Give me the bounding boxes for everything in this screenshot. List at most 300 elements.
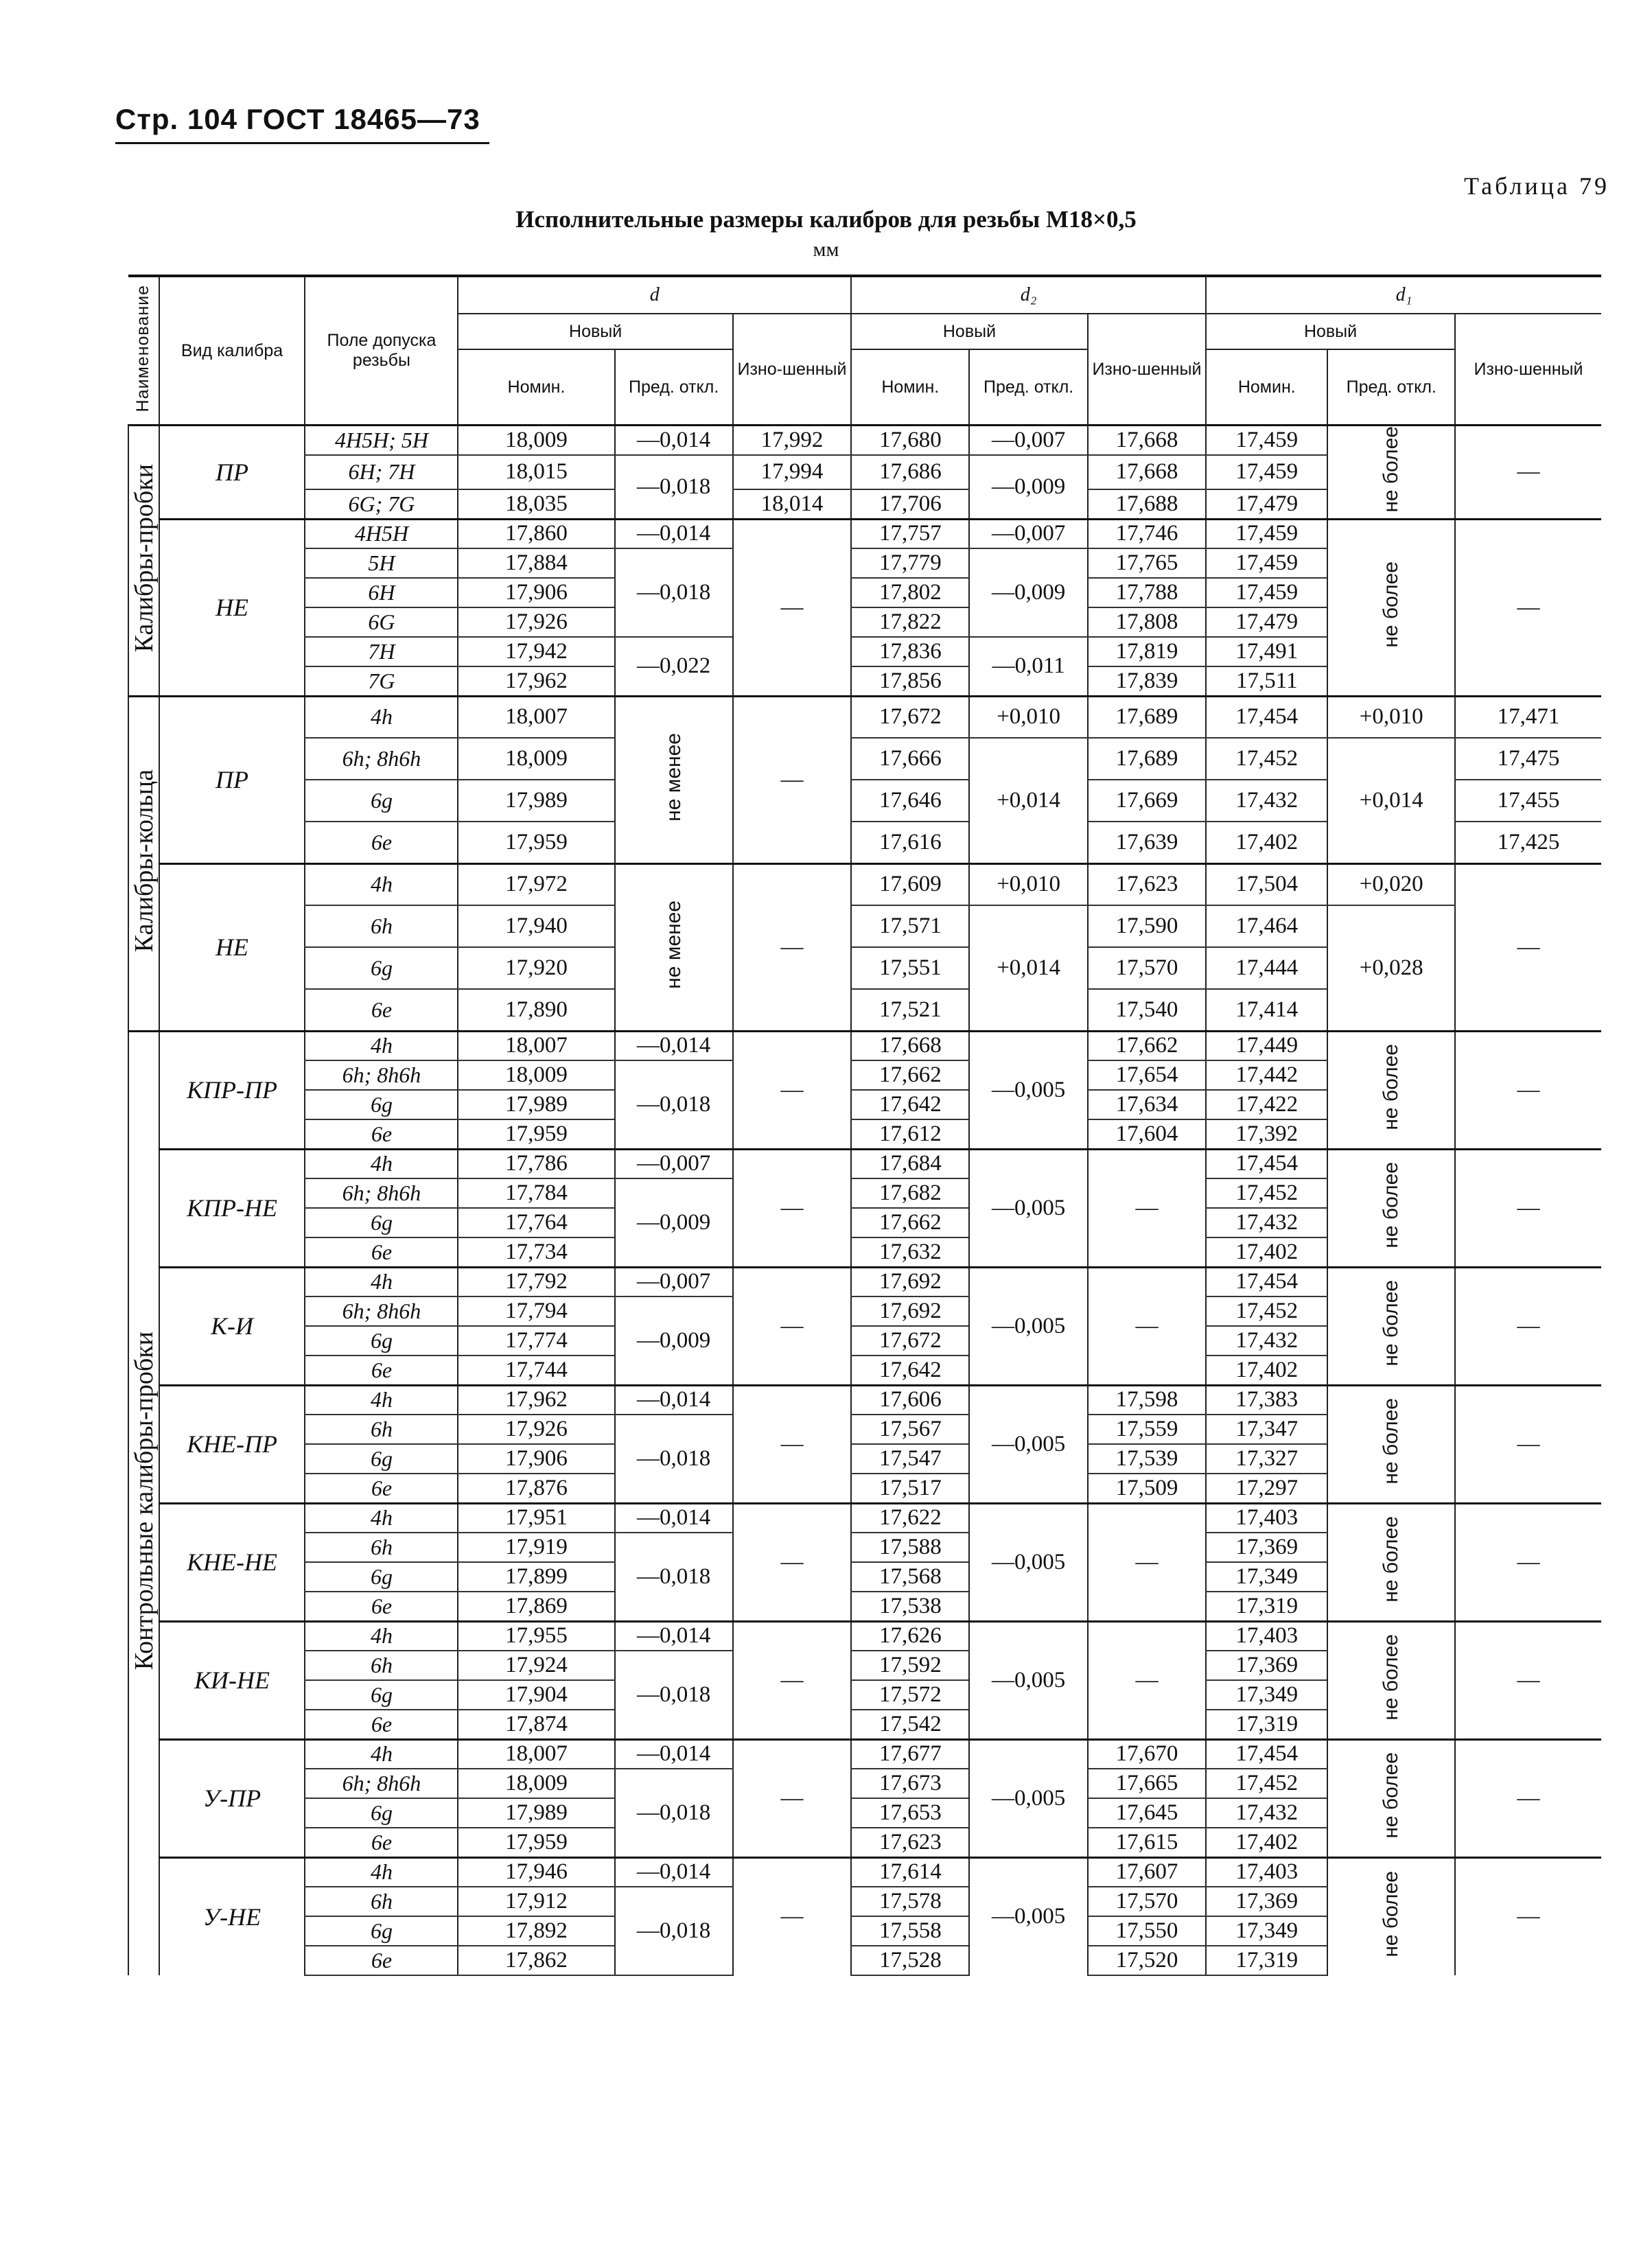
tolerance-field: 6e bbox=[305, 1474, 458, 1503]
tolerance-field: 6g bbox=[305, 1916, 458, 1946]
dash-cell: — bbox=[1455, 1621, 1601, 1739]
d-deviation: —0,007 bbox=[615, 1149, 733, 1178]
tolerance-field: 6e bbox=[305, 822, 458, 863]
d-nominal: 17,919 bbox=[458, 1533, 614, 1562]
d1-nominal: 17,444 bbox=[1206, 947, 1327, 989]
d-nominal: 17,959 bbox=[458, 822, 614, 863]
d2-nominal: 17,822 bbox=[851, 607, 969, 637]
d2-worn: 17,788 bbox=[1088, 578, 1206, 607]
d-nominal: 18,009 bbox=[458, 1060, 614, 1090]
d-nominal: 17,869 bbox=[458, 1592, 614, 1621]
d2-worn: 17,670 bbox=[1088, 1739, 1206, 1769]
page-number: Стр. 104 bbox=[115, 103, 237, 135]
d1-nominal: 17,403 bbox=[1206, 1621, 1327, 1651]
d-worn: 17,994 bbox=[733, 455, 851, 490]
d1-nominal: 17,319 bbox=[1206, 1946, 1327, 1975]
d2-worn: 17,570 bbox=[1088, 947, 1206, 989]
d1-nominal: 17,402 bbox=[1206, 1828, 1327, 1857]
d-nominal: 17,862 bbox=[458, 1946, 614, 1975]
table-row bbox=[128, 1857, 1601, 1887]
note-ne-bolee bbox=[1327, 1503, 1455, 1621]
d1-nominal: 17,452 bbox=[1206, 1178, 1327, 1208]
d1-nominal: 17,297 bbox=[1206, 1474, 1327, 1503]
tolerance-field: 6h; 8h6h bbox=[305, 1296, 458, 1326]
d-nominal: 17,792 bbox=[458, 1267, 614, 1296]
tolerance-field: 7H bbox=[305, 637, 458, 666]
note-ne-bolee bbox=[1327, 1267, 1455, 1385]
d2-worn: 17,669 bbox=[1088, 780, 1206, 822]
d1-deviation: +0,014 bbox=[1327, 738, 1455, 863]
d2-worn-dash: — bbox=[1088, 1267, 1206, 1385]
d2-nominal: 17,779 bbox=[851, 548, 969, 578]
d2-worn: 17,550 bbox=[1088, 1916, 1206, 1946]
d-nominal: 17,876 bbox=[458, 1474, 614, 1503]
d1-nominal: 17,432 bbox=[1206, 780, 1327, 822]
d1-pred-header: Пред. откл. bbox=[1327, 349, 1455, 426]
d1-nominal: 17,454 bbox=[1206, 696, 1327, 738]
d2-nominal: 17,684 bbox=[851, 1149, 969, 1178]
d1-nominal: 17,403 bbox=[1206, 1503, 1327, 1533]
d-deviation: —0,018 bbox=[615, 1533, 733, 1621]
group-label-kontrol-text: Контрольные калибры-пробки bbox=[130, 1331, 159, 1671]
d2-worn: 17,540 bbox=[1088, 989, 1206, 1031]
note-ne-bolee bbox=[1327, 1149, 1455, 1267]
d2-worn-dash: — bbox=[1088, 1149, 1206, 1267]
d2-nominal: 17,682 bbox=[851, 1178, 969, 1208]
d1-nominal: 17,403 bbox=[1206, 1857, 1327, 1887]
d1-nominal: 17,442 bbox=[1206, 1060, 1327, 1090]
d1-nominal: 17,452 bbox=[1206, 738, 1327, 780]
d2-nominal: 17,836 bbox=[851, 637, 969, 666]
d2-nominal: 17,856 bbox=[851, 666, 969, 696]
note-ne-bolee bbox=[1327, 1031, 1455, 1149]
d-nominal: 18,009 bbox=[458, 738, 614, 780]
d2-nominal: 17,642 bbox=[851, 1356, 969, 1385]
d1-nominal: 17,452 bbox=[1206, 1769, 1327, 1798]
d1-nominal: 17,347 bbox=[1206, 1415, 1327, 1444]
d1-nominal: 17,349 bbox=[1206, 1562, 1327, 1592]
tolerance-field: 4h bbox=[305, 1503, 458, 1533]
d1-nominal: 17,459 bbox=[1206, 426, 1327, 455]
d2-nominal: 17,692 bbox=[851, 1267, 969, 1296]
table-row bbox=[128, 863, 1601, 905]
tolerance-field: 6h; 8h6h bbox=[305, 1060, 458, 1090]
note-ne-bolee bbox=[1327, 1739, 1455, 1857]
d2-nominal: 17,517 bbox=[851, 1474, 969, 1503]
gauge-type: НЕ bbox=[159, 863, 305, 1031]
pole-header: Поле допуска резьбы bbox=[305, 276, 458, 426]
note-ne-bolee-text: не более bbox=[1380, 1516, 1403, 1603]
table-row bbox=[128, 905, 1601, 947]
tolerance-field: 6H bbox=[305, 578, 458, 607]
d2-nominal: 17,568 bbox=[851, 1562, 969, 1592]
d2-nominal: 17,662 bbox=[851, 1208, 969, 1237]
d1-worn: 17,455 bbox=[1455, 780, 1601, 822]
table-title: Исполнительные размеры калибров для резьбы М18×0,5 bbox=[515, 206, 1137, 233]
dash-cell: — bbox=[1455, 1267, 1601, 1385]
d-deviation: —0,022 bbox=[615, 637, 733, 696]
d2-new-header: Новый bbox=[851, 314, 1088, 349]
d2-nominal: 17,558 bbox=[851, 1916, 969, 1946]
d-nominal: 17,904 bbox=[458, 1680, 614, 1710]
table-head bbox=[128, 276, 1601, 426]
d-nominal: 17,989 bbox=[458, 1798, 614, 1828]
d2-nominal: 17,588 bbox=[851, 1533, 969, 1562]
d-nominal: 17,959 bbox=[458, 1119, 614, 1149]
d1-nom-header: Номин. bbox=[1206, 349, 1327, 426]
d-worn-dash: — bbox=[733, 1267, 851, 1385]
d1-worn-header: Изно-шенный bbox=[1455, 314, 1601, 426]
d-deviation: —0,014 bbox=[615, 519, 733, 548]
tolerance-field: 4h bbox=[305, 1031, 458, 1060]
note-ne-bolee-text: не более bbox=[1380, 1398, 1403, 1485]
d2-deviation: —0,011 bbox=[969, 637, 1087, 696]
d2-worn: 17,559 bbox=[1088, 1415, 1206, 1444]
d2-nominal: 17,538 bbox=[851, 1592, 969, 1621]
d-nominal: 17,920 bbox=[458, 947, 614, 989]
gauge-type: КПР-ПР bbox=[159, 1031, 305, 1149]
d-nominal: 17,899 bbox=[458, 1562, 614, 1592]
table-row bbox=[128, 1385, 1601, 1415]
tolerance-field: 4h bbox=[305, 696, 458, 738]
tolerance-field: 7G bbox=[305, 666, 458, 696]
d2-worn: 17,590 bbox=[1088, 905, 1206, 947]
d-deviation: —0,009 bbox=[615, 1296, 733, 1385]
tolerance-field: 6e bbox=[305, 1119, 458, 1149]
d1-nominal: 17,383 bbox=[1206, 1385, 1327, 1415]
d1-nominal: 17,459 bbox=[1206, 548, 1327, 578]
d2-nominal: 17,542 bbox=[851, 1710, 969, 1739]
d2-nominal: 17,528 bbox=[851, 1946, 969, 1975]
d-deviation: —0,014 bbox=[615, 1621, 733, 1651]
d-nominal: 17,924 bbox=[458, 1651, 614, 1680]
d1-nominal: 17,414 bbox=[1206, 989, 1327, 1031]
tolerance-field: 6h bbox=[305, 1533, 458, 1562]
d2-deviation: —0,005 bbox=[969, 1621, 1087, 1739]
d1-nominal: 17,327 bbox=[1206, 1444, 1327, 1474]
tolerance-field: 6e bbox=[305, 1356, 458, 1385]
tolerance-field: 6g bbox=[305, 1680, 458, 1710]
d-deviation: —0,014 bbox=[615, 1857, 733, 1887]
table-row bbox=[128, 1739, 1601, 1769]
d2-worn-header: Изно-шенный bbox=[1088, 314, 1206, 426]
d1-nominal: 17,422 bbox=[1206, 1090, 1327, 1119]
d2-worn: 17,639 bbox=[1088, 822, 1206, 863]
d2-nominal: 17,672 bbox=[851, 696, 969, 738]
table-number: Таблица 79 bbox=[1464, 172, 1609, 200]
d-nominal: 17,892 bbox=[458, 1916, 614, 1946]
d2-nominal: 17,757 bbox=[851, 519, 969, 548]
d2-worn: 17,839 bbox=[1088, 666, 1206, 696]
d1-deviation: +0,020 bbox=[1327, 863, 1455, 905]
tolerance-field: 4h bbox=[305, 863, 458, 905]
d1-nominal: 17,504 bbox=[1206, 863, 1327, 905]
d-worn-dash: — bbox=[733, 863, 851, 1031]
d-nominal: 17,946 bbox=[458, 1857, 614, 1887]
d-deviation: —0,018 bbox=[615, 1769, 733, 1857]
d-nominal: 17,884 bbox=[458, 548, 614, 578]
d2-nominal: 17,616 bbox=[851, 822, 969, 863]
d-deviation: —0,018 bbox=[615, 455, 733, 520]
d-worn-header: Изно-шенный bbox=[733, 314, 851, 426]
tolerance-field: 6e bbox=[305, 989, 458, 1031]
d2-deviation: +0,014 bbox=[969, 738, 1087, 863]
d-nominal: 18,009 bbox=[458, 1769, 614, 1798]
group-label-probki bbox=[128, 426, 159, 697]
d2-nominal: 17,666 bbox=[851, 738, 969, 780]
vid-header: Вид калибра bbox=[159, 276, 305, 426]
table-row bbox=[128, 1031, 1601, 1060]
tolerance-field: 6h; 8h6h bbox=[305, 1769, 458, 1798]
tolerance-field: 6g bbox=[305, 1090, 458, 1119]
note-ne-bolee-text: не более bbox=[1380, 1280, 1403, 1367]
d2-worn: 17,665 bbox=[1088, 1769, 1206, 1798]
d-nominal: 17,874 bbox=[458, 1710, 614, 1739]
d-nominal: 17,951 bbox=[458, 1503, 614, 1533]
tolerance-field: 6g bbox=[305, 780, 458, 822]
gauge-type: ПР bbox=[159, 426, 305, 520]
d2-worn: 17,808 bbox=[1088, 607, 1206, 637]
tolerance-field: 6h; 8h6h bbox=[305, 1178, 458, 1208]
tolerance-field: 4H5H; 5H bbox=[305, 426, 458, 455]
d2-pred-header: Пред. откл. bbox=[969, 349, 1087, 426]
d2-header: d₂ bbox=[851, 276, 1206, 314]
d-deviation: —0,018 bbox=[615, 1415, 733, 1503]
d1-deviation: +0,028 bbox=[1327, 905, 1455, 1031]
d2-deviation: +0,010 bbox=[969, 863, 1087, 905]
tolerance-field: 6h bbox=[305, 905, 458, 947]
d2-nominal: 17,626 bbox=[851, 1621, 969, 1651]
d-pred-header: Пред. откл. bbox=[615, 349, 733, 426]
d-nominal: 17,972 bbox=[458, 863, 614, 905]
d-nominal: 17,942 bbox=[458, 637, 614, 666]
d1-nominal: 17,392 bbox=[1206, 1119, 1327, 1149]
d1-new-header: Новый bbox=[1206, 314, 1455, 349]
d2-worn: 17,654 bbox=[1088, 1060, 1206, 1090]
d1-nominal: 17,432 bbox=[1206, 1208, 1327, 1237]
group-label-koltsa-text: Калибры-кольца bbox=[130, 769, 159, 953]
d-deviation: —0,009 bbox=[615, 1178, 733, 1267]
table-row bbox=[128, 519, 1601, 548]
d-nom-header: Номин. bbox=[458, 349, 614, 426]
d2-deviation: —0,005 bbox=[969, 1503, 1087, 1621]
tolerance-field: 4h bbox=[305, 1385, 458, 1415]
d-nominal: 17,989 bbox=[458, 780, 614, 822]
d-nominal: 17,786 bbox=[458, 1149, 614, 1178]
d1-nominal: 17,402 bbox=[1206, 822, 1327, 863]
tolerance-field: 6g bbox=[305, 947, 458, 989]
note-ne-bolee-text: не более bbox=[1380, 426, 1403, 513]
gauge-type: КНЕ-ПР bbox=[159, 1385, 305, 1503]
d-nominal: 17,774 bbox=[458, 1326, 614, 1356]
d-nominal: 17,784 bbox=[458, 1178, 614, 1208]
d2-deviation: —0,005 bbox=[969, 1031, 1087, 1149]
d1-nominal: 17,454 bbox=[1206, 1267, 1327, 1296]
d-nominal: 17,794 bbox=[458, 1296, 614, 1326]
d1-nominal: 17,349 bbox=[1206, 1916, 1327, 1946]
gauge-type: КНЕ-НЕ bbox=[159, 1503, 305, 1621]
tolerance-field: 6G bbox=[305, 607, 458, 637]
d2-deviation: —0,005 bbox=[969, 1267, 1087, 1385]
d2-worn: 17,765 bbox=[1088, 548, 1206, 578]
gauge-table bbox=[128, 275, 1601, 1976]
d2-worn: 17,509 bbox=[1088, 1474, 1206, 1503]
dash-cell: — bbox=[1455, 1503, 1601, 1621]
d-nominal: 18,007 bbox=[458, 1739, 614, 1769]
d1-nominal: 17,511 bbox=[1206, 666, 1327, 696]
d-nominal: 17,906 bbox=[458, 1444, 614, 1474]
d2-nominal: 17,802 bbox=[851, 578, 969, 607]
d1-nominal: 17,459 bbox=[1206, 578, 1327, 607]
note-ne-bolee-text: не более bbox=[1380, 561, 1403, 648]
d2-worn: 17,634 bbox=[1088, 1090, 1206, 1119]
d1-nominal: 17,402 bbox=[1206, 1237, 1327, 1267]
d1-nominal: 17,402 bbox=[1206, 1356, 1327, 1385]
d2-worn: 17,688 bbox=[1088, 489, 1206, 519]
d-deviation: —0,014 bbox=[615, 1503, 733, 1533]
d2-deviation: —0,007 bbox=[969, 426, 1087, 455]
d-nominal: 17,912 bbox=[458, 1887, 614, 1916]
d-nominal: 17,744 bbox=[458, 1356, 614, 1385]
d1-worn: 17,475 bbox=[1455, 738, 1601, 780]
dash-cell: — bbox=[1455, 426, 1601, 520]
d1-nominal: 17,432 bbox=[1206, 1326, 1327, 1356]
d-deviation: —0,007 bbox=[615, 1267, 733, 1296]
d-nominal: 17,959 bbox=[458, 1828, 614, 1857]
d1-worn: 17,471 bbox=[1455, 696, 1601, 738]
d-worn-dash: — bbox=[733, 1857, 851, 1975]
d-new-header: Новый bbox=[458, 314, 732, 349]
d-nominal: 18,009 bbox=[458, 426, 614, 455]
d2-nom-header: Номин. bbox=[851, 349, 969, 426]
d2-nominal: 17,606 bbox=[851, 1385, 969, 1415]
d1-nominal: 17,432 bbox=[1206, 1798, 1327, 1828]
d2-worn: 17,604 bbox=[1088, 1119, 1206, 1149]
d1-nominal: 17,369 bbox=[1206, 1651, 1327, 1680]
tolerance-field: 4H5H bbox=[305, 519, 458, 548]
d-worn-dash: — bbox=[733, 1149, 851, 1267]
d2-worn: 17,615 bbox=[1088, 1828, 1206, 1857]
d2-deviation: —0,005 bbox=[969, 1385, 1087, 1503]
note-ne-bolee bbox=[1327, 1857, 1455, 1975]
d2-nominal: 17,612 bbox=[851, 1119, 969, 1149]
d2-deviation: —0,009 bbox=[969, 548, 1087, 637]
d-nominal: 17,860 bbox=[458, 519, 614, 548]
d1-nominal: 17,491 bbox=[1206, 637, 1327, 666]
tolerance-field: 5H bbox=[305, 548, 458, 578]
d1-nominal: 17,454 bbox=[1206, 1739, 1327, 1769]
note-ne-bolee-text: не более bbox=[1380, 1044, 1403, 1130]
page-header bbox=[115, 103, 480, 136]
d-worn-dash: — bbox=[733, 1031, 851, 1149]
d2-nominal: 17,567 bbox=[851, 1415, 969, 1444]
d2-nominal: 17,673 bbox=[851, 1769, 969, 1798]
d2-nominal: 17,609 bbox=[851, 863, 969, 905]
d2-nominal: 17,547 bbox=[851, 1444, 969, 1474]
table-row bbox=[128, 426, 1601, 455]
d-header: d bbox=[458, 276, 851, 314]
table-row bbox=[128, 1503, 1601, 1533]
d-deviation: —0,018 bbox=[615, 548, 733, 637]
d2-nominal: 17,672 bbox=[851, 1326, 969, 1356]
gauge-type: КПР-НЕ bbox=[159, 1149, 305, 1267]
d-deviation: —0,014 bbox=[615, 1385, 733, 1415]
d2-nominal: 17,668 bbox=[851, 1031, 969, 1060]
d2-nominal: 17,614 bbox=[851, 1857, 969, 1887]
d-worn-dash: — bbox=[733, 1385, 851, 1503]
d-nominal: 17,926 bbox=[458, 607, 614, 637]
d2-nominal: 17,646 bbox=[851, 780, 969, 822]
d1-header: d₁ bbox=[1206, 276, 1601, 314]
note-ne-bolee-text: не более bbox=[1380, 1162, 1403, 1248]
table-row bbox=[128, 1621, 1601, 1651]
note-ne-bolee bbox=[1327, 1621, 1455, 1739]
dash-cell: — bbox=[1455, 519, 1601, 696]
d-worn: 17,992 bbox=[733, 426, 851, 455]
d2-worn: 17,623 bbox=[1088, 863, 1206, 905]
note-ne-bolee-text: не более bbox=[1380, 1634, 1403, 1721]
d2-worn: 17,607 bbox=[1088, 1857, 1206, 1887]
d2-deviation: —0,007 bbox=[969, 519, 1087, 548]
d1-worn-dash: — bbox=[1455, 863, 1601, 1031]
tolerance-field: 6H; 7H bbox=[305, 455, 458, 490]
d2-nominal: 17,572 bbox=[851, 1680, 969, 1710]
d2-worn: 17,539 bbox=[1088, 1444, 1206, 1474]
d2-worn: 17,598 bbox=[1088, 1385, 1206, 1415]
d-deviation: —0,018 bbox=[615, 1887, 733, 1975]
gauge-type: КИ-НЕ bbox=[159, 1621, 305, 1739]
note-ne-bolee bbox=[1327, 519, 1455, 696]
d1-deviation: +0,010 bbox=[1327, 696, 1455, 738]
d-deviation: —0,018 bbox=[615, 1060, 733, 1149]
tolerance-field: 4h bbox=[305, 1739, 458, 1769]
note-ne-bolee bbox=[1327, 1385, 1455, 1503]
tolerance-field: 4h bbox=[305, 1857, 458, 1887]
d-nominal: 18,015 bbox=[458, 455, 614, 490]
d2-worn: 17,520 bbox=[1088, 1946, 1206, 1975]
tolerance-field: 6h bbox=[305, 1651, 458, 1680]
d2-nominal: 17,578 bbox=[851, 1887, 969, 1916]
d2-nominal: 17,706 bbox=[851, 489, 969, 519]
d-worn-dash: — bbox=[733, 1739, 851, 1857]
standard-number: ГОСТ 18465—73 bbox=[246, 103, 480, 135]
d1-nominal: 17,464 bbox=[1206, 905, 1327, 947]
d2-nominal: 17,642 bbox=[851, 1090, 969, 1119]
d2-worn: 17,689 bbox=[1088, 738, 1206, 780]
table-units: мм bbox=[813, 238, 839, 261]
d2-deviation: —0,005 bbox=[969, 1149, 1087, 1267]
d2-nominal: 17,571 bbox=[851, 905, 969, 947]
table-body bbox=[128, 426, 1601, 1976]
gauge-type: НЕ bbox=[159, 519, 305, 696]
d-nominal: 17,989 bbox=[458, 1090, 614, 1119]
tolerance-field: 6g bbox=[305, 1208, 458, 1237]
d2-deviation: —0,005 bbox=[969, 1857, 1087, 1975]
d2-deviation: +0,014 bbox=[969, 905, 1087, 1031]
table-row bbox=[128, 696, 1601, 738]
d1-nominal: 17,369 bbox=[1206, 1533, 1327, 1562]
tolerance-field: 6h bbox=[305, 1887, 458, 1916]
group-label-kontrol bbox=[128, 1031, 159, 1975]
d-worn-dash: — bbox=[733, 1503, 851, 1621]
tolerance-field: 4h bbox=[305, 1149, 458, 1178]
d2-worn: 17,819 bbox=[1088, 637, 1206, 666]
d2-deviation: —0,009 bbox=[969, 455, 1087, 520]
d2-worn: 17,645 bbox=[1088, 1798, 1206, 1828]
d-worn: 18,014 bbox=[733, 489, 851, 519]
d2-worn-dash: — bbox=[1088, 1621, 1206, 1739]
gauge-type: У-ПР bbox=[159, 1739, 305, 1857]
